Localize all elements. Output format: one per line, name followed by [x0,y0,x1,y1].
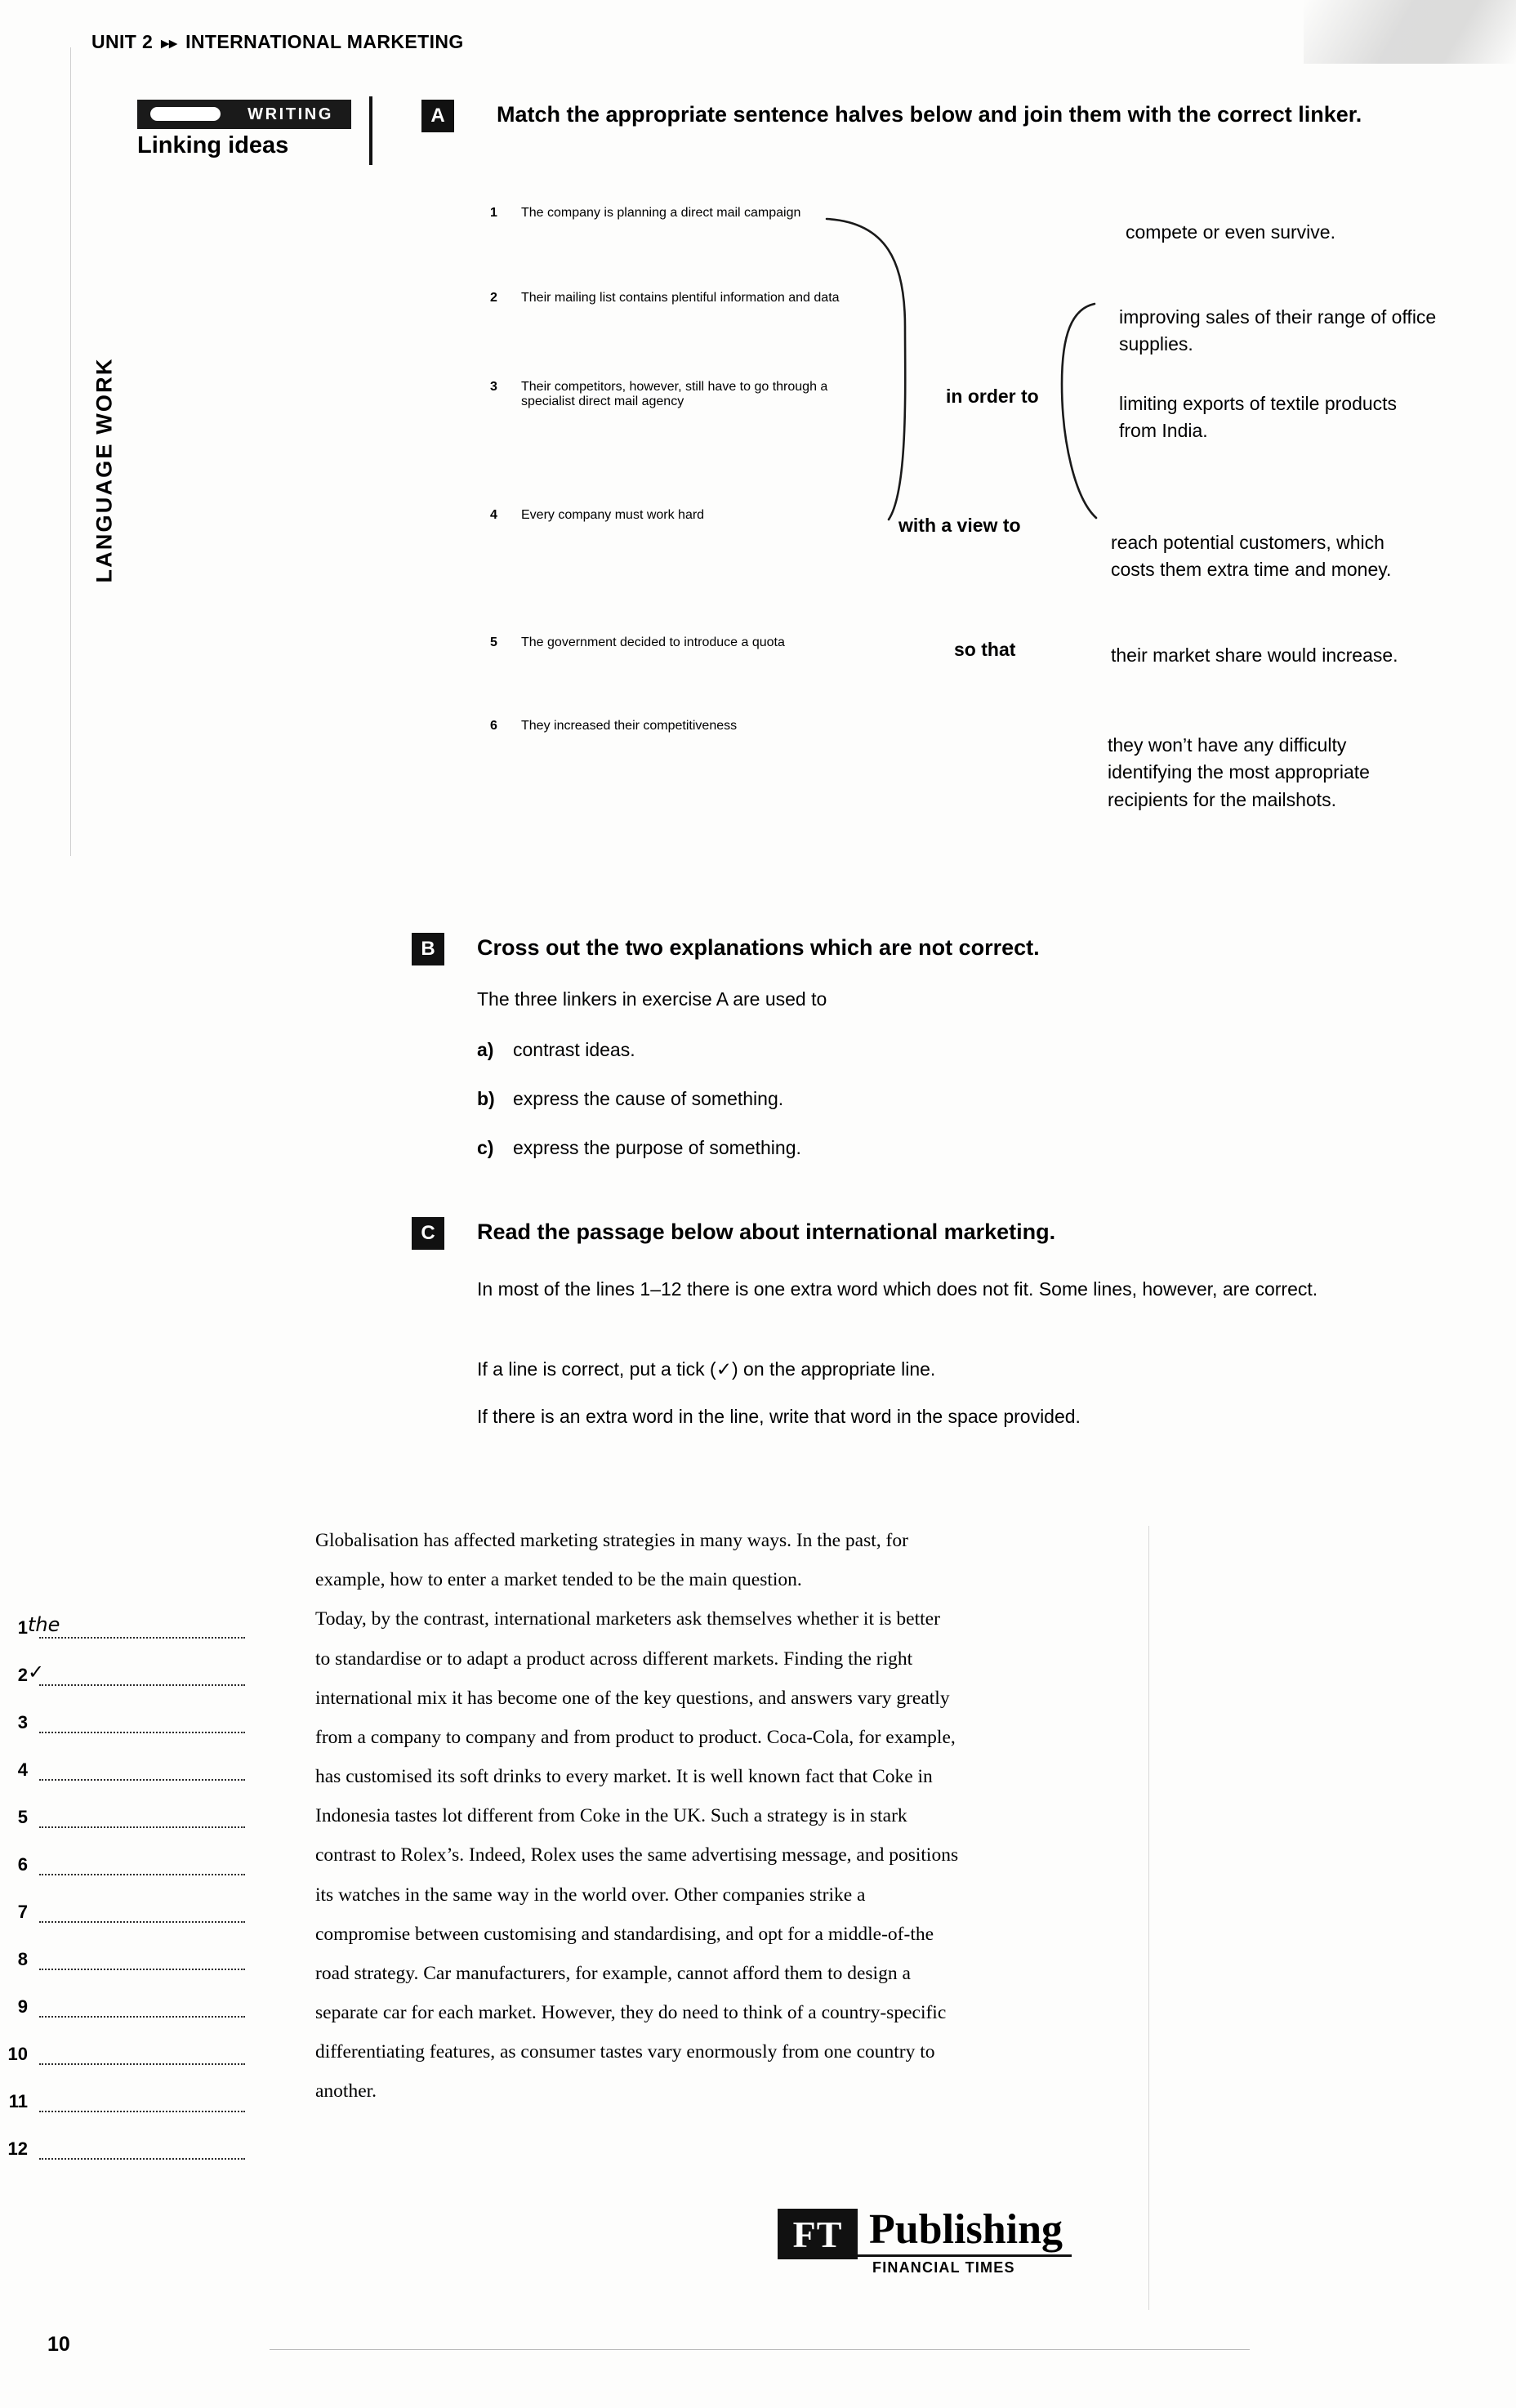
answer-number: 10 [7,2044,28,2064]
list-item [490,635,864,650]
answer-number: 5 [17,1807,28,1827]
list-item [490,291,864,305]
answer-blank[interactable] [39,2138,245,2160]
answer-blank[interactable] [39,1759,245,1781]
answer-row[interactable] [0,2044,245,2065]
option-text: contrast ideas. [513,1039,635,1060]
answer-number: 8 [17,1949,28,1969]
unit-label: UNIT 2 [91,31,154,52]
passage-line: to standardise or to adapt a product across different markets. Finding the right [315,1648,913,1670]
answer-row[interactable] [0,1613,245,1639]
answer-number: 3 [17,1712,28,1732]
option-text: express the cause of something. [513,1088,784,1109]
answer-blank[interactable] [39,1854,245,1875]
logo-wordmark: Publishing [869,2206,1063,2253]
footer-divider [270,2349,1250,2350]
answer-blank[interactable] [39,1902,245,1923]
exercise-c-title: Read the passage below about international marketing. [477,1220,1056,1244]
passage-line: international mix it has become one of the key questions, and answers vary greatly [315,1687,950,1709]
item-number: 1 [490,206,497,220]
item-text: Their mailing list contains plentiful information and data [521,291,840,305]
list-item [490,206,864,221]
match-option: compete or even survive. [1126,221,1335,243]
exercise-c-instruction-2: If a line is correct, put a tick (✓) on the appropriate line. [477,1358,936,1380]
answer-number: 9 [17,1996,28,2017]
ft-mark-icon: FT [778,2209,858,2259]
passage-line: Globalisation has affected marketing strategies in many ways. In the past, for [315,1530,908,1551]
list-item [490,380,864,409]
passage-line: has customised its soft drinks to every market. It is well known fact that Coke in [315,1766,933,1788]
answer-blank[interactable] [39,1665,245,1686]
item-text: They increased their competitiveness [521,719,738,733]
exercise-b-letter: B [412,933,444,965]
passage-line: separate car for each market. However, they do need to think of a country-specific [315,2002,947,2024]
answer-blank[interactable] [39,2091,245,2112]
arrow-icon: ▸▸ [161,35,178,52]
item-text: Their competitors, however, still have to go through a specialist direct mail agency [521,380,828,408]
option-text: express the purpose of something. [513,1137,801,1158]
answer-row[interactable] [0,1949,245,1970]
exercise-a-letter: A [421,100,454,132]
header-title: INTERNATIONAL MARKETING [185,31,464,52]
option-label: c) [477,1137,494,1158]
linker-so-that: so that [954,639,1016,660]
match-option: their market share would increase. [1111,644,1398,666]
ft-publishing-logo [778,2205,1121,2284]
item-text: Every company must work hard [521,508,705,522]
answer-value: ✓ [28,1661,45,1683]
passage-line: from a company to company and from product to product. Coca-Cola, for example, [315,1726,956,1748]
match-option: improving sales of their range of office supplies. [1119,306,1437,355]
item-number: 4 [490,508,497,522]
passage-line: contrast to Rolex’s. Indeed, Rolex uses the same advertising message, and positions [315,1844,959,1866]
passage-line: road strategy. Car manufacturers, for example, cannot afford them to design a [315,1962,911,1984]
answer-number: 12 [7,2138,28,2159]
answer-number: 4 [17,1759,28,1780]
match-option: reach potential customers, which costs them extra time and money. [1111,532,1392,581]
passage-line: example, how to enter a market tended to be the main question. [315,1569,802,1591]
section-divider [369,96,372,165]
linker-with-a-view-to: with a view to [898,515,1021,536]
list-item [490,508,864,523]
answer-row[interactable] [0,1661,245,1686]
exercise-c-instruction-1: In most of the lines 1–12 there is one extra word which does not fit. Some lines, however, are correct. [477,1278,1318,1300]
exercise-c-letter: C [412,1217,444,1250]
badge-pill-icon [150,107,221,121]
exercise-a-title: Match the appropriate sentence halves below and join them with the correct linker. [497,102,1362,127]
writing-badge [137,100,351,129]
item-text: The company is planning a direct mail campaign [521,206,801,220]
answer-blank[interactable] [39,1712,245,1733]
match-option: they won’t have any difficulty identifying the most appropriate recipients for the mailshots. [1108,734,1370,810]
item-number: 6 [490,719,497,733]
exercise-c-instruction-3: If there is an extra word in the line, write that word in the space provided. [477,1406,1081,1427]
option-a [477,1039,635,1061]
passage-line: another. [315,2080,377,2103]
match-option: limiting exports of textile products from India. [1119,393,1398,442]
answer-number: 1 [17,1617,28,1638]
answer-row[interactable] [0,1807,245,1828]
answer-row[interactable] [0,2091,245,2112]
section-heading: Linking ideas [137,132,289,158]
answer-number: 2 [17,1665,28,1685]
exercise-b-intro: The three linkers in exercise A are used to [477,988,827,1010]
answer-number: 7 [17,1902,28,1922]
answer-value: the [28,1613,60,1636]
option-b [477,1088,783,1110]
item-number: 3 [490,380,497,394]
answer-row[interactable] [0,1902,245,1923]
passage-line: its watches in the same way in the world over. Other companies strike a [315,1884,866,1906]
page-header [91,31,464,53]
logo-subtitle: FINANCIAL TIMES [872,2259,1015,2276]
linker-in-order-to: in order to [946,386,1039,407]
answer-row[interactable] [0,1854,245,1875]
answer-row[interactable] [0,1712,245,1733]
page-number: 10 [47,2333,70,2356]
scan-artifact [1304,0,1516,64]
item-number: 5 [490,635,497,649]
answer-blank[interactable] [39,1617,245,1639]
exercise-b-title: Cross out the two explanations which are not correct. [477,935,1040,960]
list-item [490,719,864,734]
reading-passage [315,1521,1144,2111]
answer-blank[interactable] [39,2044,245,2065]
answer-blank[interactable] [39,1949,245,1970]
answer-row[interactable] [0,1759,245,1781]
item-number: 2 [490,291,497,305]
answer-row[interactable] [0,1996,245,2018]
answer-blank[interactable] [39,1996,245,2018]
answer-number: 11 [8,2091,28,2111]
writing-badge-label: WRITING [247,105,333,123]
answer-row[interactable] [0,2138,245,2160]
answer-number: 6 [17,1854,28,1875]
passage-line: compromise between customising and standardising, and opt for a middle-of-the [315,1923,934,1945]
option-label: a) [477,1039,494,1060]
option-c [477,1137,801,1159]
passage-line: Indonesia tastes lot different from Coke in the UK. Such a strategy is in stark [315,1805,907,1827]
passage-line: differentiating features, as consumer tastes vary enormously from one country to [315,2041,935,2063]
answer-blank[interactable] [39,1807,245,1828]
left-divider [70,47,71,856]
passage-line: Today, by the contrast, international marketers ask themselves whether it is better [315,1608,940,1630]
section-tab: LANGUAGE WORK [91,357,117,583]
passage-divider [1148,1526,1149,2310]
option-label: b) [477,1088,495,1109]
item-text: The government decided to introduce a quota [521,635,785,649]
